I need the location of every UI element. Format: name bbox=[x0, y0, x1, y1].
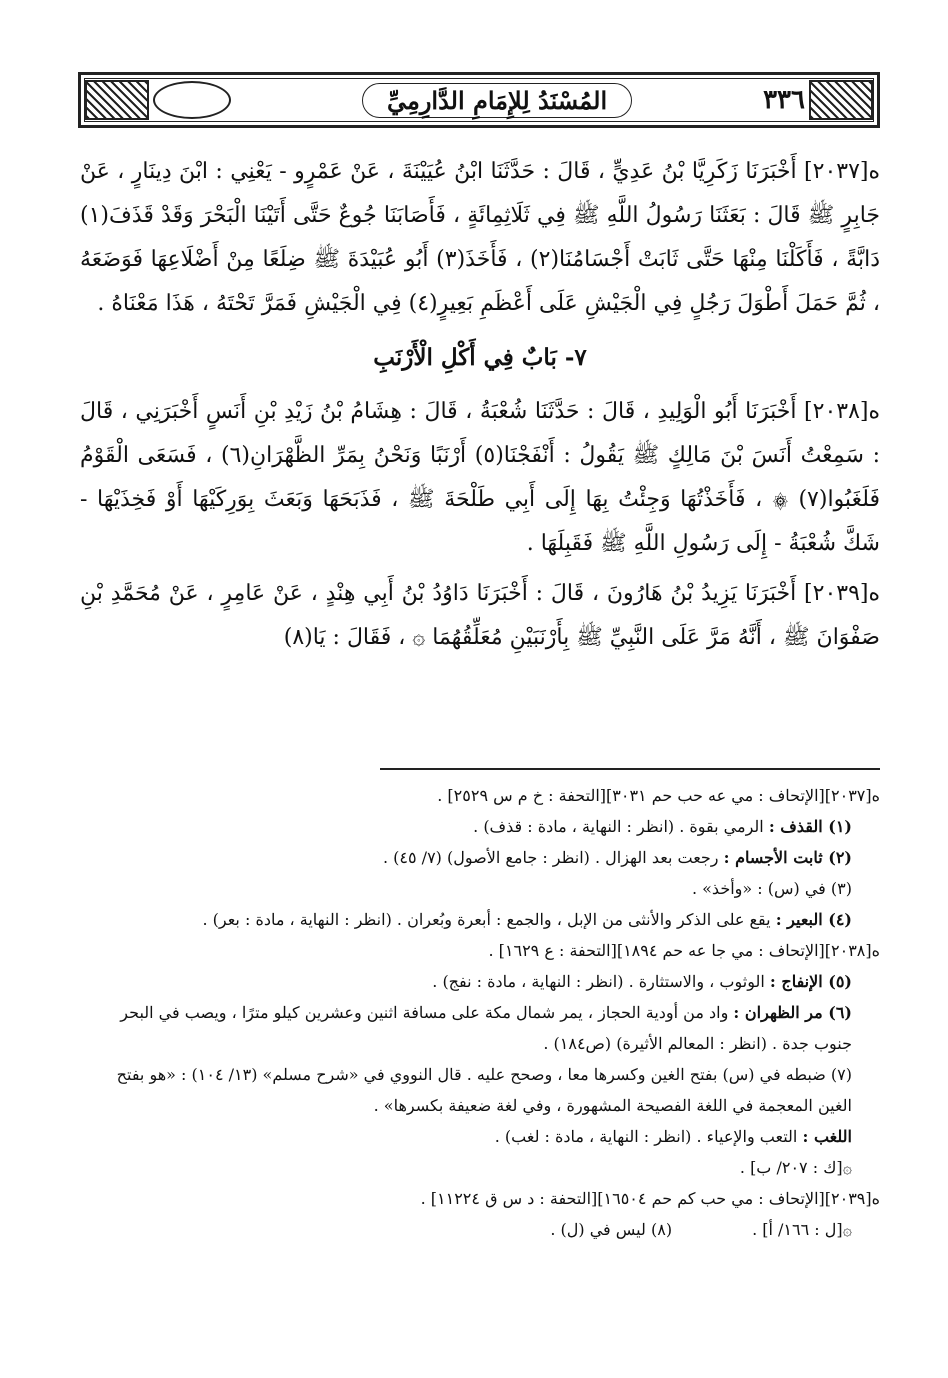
note-ref-2039: ه[٢٠٣٩][الإتحاف : مي حب كم حم ١٦٥٠٤][التحفة : د س ق ١١٢٢٤] . bbox=[420, 1189, 880, 1208]
footnote-text: التعب والإعياء . (انظر : النهاية ، مادة : لغب) . bbox=[494, 1127, 798, 1146]
page-number: ٣٣٦ bbox=[763, 85, 805, 115]
manuscript-ref-k: ۞[ك : ٢٠٧/ ب] . bbox=[739, 1158, 852, 1177]
manuscript-ref-l: ۞[ل : ١٦٦/ أ] . bbox=[752, 1220, 852, 1239]
footnote-6 bbox=[80, 997, 880, 1059]
footnote-text: الرمي بقوة . (انظر : النهاية ، مادة : قذف) . bbox=[473, 817, 764, 836]
footnote-3: (٣) في (س) : «وأخذ» . bbox=[691, 879, 852, 898]
footnote-4 bbox=[80, 904, 880, 935]
footnote-term: (٥) الإنفاج : bbox=[769, 972, 852, 991]
hadith-2038: ه[٢٠٣٨] أَخْبَرَنَا أَبُو الْوَلِيدِ ، قَالَ : حَدَّثَنَا شُعْبَةُ ، قَالَ : هِشَامُ بْنُ زَيْدِ بْنِ أَنَسٍ أَخْبَرَنِي ، قَالَ : سَمِعْتُ أَنَسَ بْنَ مَالِكٍ ﷺ يَقُولُ : أَنْفَجْنَا(٥) أَرْنَبًا وَنَحْنُ بِمَرِّ الظَّهْرَانِ(٦) ، فَسَعَى الْقَوْمُ فَلَغَبُوا(٧) ۞ ، فَأَخَذْتُهَا وَجِئْتُ بِهَا إِلَى أَبِي طَلْحَةَ ﷺ ، فَذَبَحَهَا وَبَعَثَ بِوَرِكَيْهَا أَوْ فَخِذَيْهَا - شَكَّ شُعْبَةُ - إِلَى رَسُولِ اللَّهِ ﷺ فَقَبِلَهَا . bbox=[80, 399, 880, 556]
footnote-2 bbox=[80, 842, 880, 873]
ornament-right bbox=[809, 80, 873, 120]
note-ref-2037: ه[٢٠٣٧][الإتحاف : مي عه حب حم ٣٠٣١][التحفة : خ م س ٢٥٢٩] . bbox=[437, 786, 880, 805]
note-ref-2038: ه[٢٠٣٨][الإتحاف : مي جا عه حم ١٨٩٤][التحفة : ع ١٦٢٩] . bbox=[488, 941, 880, 960]
footnote-term: (٤) البعير : bbox=[775, 910, 852, 929]
footnote-text: يقع على الذكر والأنثى من الإبل ، والجمع : أبعرة وبُعران . (انظر : النهاية ، مادة : بعر) . bbox=[202, 910, 771, 929]
footnote-term: (١) القذف : bbox=[768, 817, 852, 836]
footnote-term: (٦) مر الظهران : bbox=[733, 1003, 852, 1022]
footnote-text: واد من أودية الحجاز ، يمر شمال مكة على مسافة اثنين وعشرين كيلو مترًا ، ويصب في البحر جنوب جدة . (انظر : المعالم الأثيرة) (ص١٨٤) . bbox=[120, 1003, 852, 1053]
main-text bbox=[80, 150, 880, 666]
chapter-heading: ٧- بَابٌ فِي أَكْلِ الْأَرْنَبِ bbox=[373, 344, 587, 371]
footnote-text: رجعت بعد الهزال . (انظر : جامع الأصول) (٧/ ٤٥) . bbox=[382, 848, 719, 867]
footnote-text: الوثوب ، والاستثارة . (انظر : النهاية ، مادة : نفج) . bbox=[432, 972, 765, 991]
hadith-2039: ه[٢٠٣٩] أَخْبَرَنَا يَزِيدُ بْنُ هَارُونَ ، قَالَ : أَخْبَرَنَا دَاوُدُ بْنُ أَبِي هِنْدٍ ، عَنْ عَامِرٍ ، عَنْ مُحَمَّدِ بْنِ صَفْوَانَ ﷺ ، أَنَّهُ مَرَّ عَلَى النَّبِيِّ ﷺ بِأَرْنَبَيْنِ مُعَلِّقُهُمَا ۞ ، فَقَالَ : يَا(٨) bbox=[80, 581, 880, 650]
title-seal bbox=[153, 81, 231, 119]
footnote-term: اللغب : bbox=[802, 1127, 852, 1146]
footnote-5 bbox=[80, 966, 880, 997]
ornament-left bbox=[85, 80, 149, 120]
footnote-8: (٨) ليس في (ل) . bbox=[550, 1220, 673, 1239]
footnote-divider bbox=[380, 768, 880, 770]
header-left bbox=[81, 80, 231, 120]
footnote-1 bbox=[80, 811, 880, 842]
hadith-2037: ه[٢٠٣٧] أَخْبَرَنَا زَكَرِيَّا بْنُ عَدِيٍّ ، قَالَ : حَدَّثَنَا ابْنُ عُيَيْنَةَ ، عَنْ عَمْرٍو - يَعْنِي : ابْنَ دِينَارٍ ، عَنْ جَابِرٍ ﷺ قَالَ : بَعَثَنَا رَسُولُ اللَّهِ ﷺ فِي ثَلَاثِمِائَةٍ ، فَأَصَابَنَا جُوعٌ حَتَّى أَتَيْنَا الْبَحْرَ وَقَدْ قَذَفَ(١) دَابَّةً ، فَأَكَلْنَا مِنْهَا حَتَّى ثَابَتْ أَجْسَامُنَا(٢) ، فَأَخَذَ(٣) أَبُو عُبَيْدَةَ ﷺ ضِلَعًا مِنْ أَضْلَاعِهَا فَوَضَعَهُ ، ثُمَّ حَمَلَ أَطْوَلَ رَجُلٍ فِي الْجَيْشِ عَلَى أَعْظَمِ بَعِيرٍ(٤) فِي الْجَيْشِ فَمَرَّ تَحْتَهُ ، هَذَا مَعْنَاهُ . bbox=[80, 159, 880, 316]
book-title: المُسْنَدُ لِلإِمَامِ الدَّارِمِيِّ bbox=[362, 83, 632, 118]
footnote-7-lughb bbox=[80, 1121, 880, 1152]
header-right bbox=[763, 80, 877, 120]
footnotes bbox=[80, 780, 880, 1245]
footnote-last-row bbox=[80, 1214, 880, 1245]
footnote-term: (٢) ثابت الأجسام : bbox=[723, 848, 852, 867]
footnote-7: (٧) ضبطه في (س) بفتح الغين وكسرها معا ، وصحح عليه . قال النووي في «شرح مسلم» (١٣/ ١٠٤) : «هو بفتح الغين المعجمة في اللغة الفصيحة المشهورة ، وفي لغة ضعيفة بكسرها» . bbox=[116, 1065, 852, 1115]
page-header bbox=[78, 72, 880, 128]
